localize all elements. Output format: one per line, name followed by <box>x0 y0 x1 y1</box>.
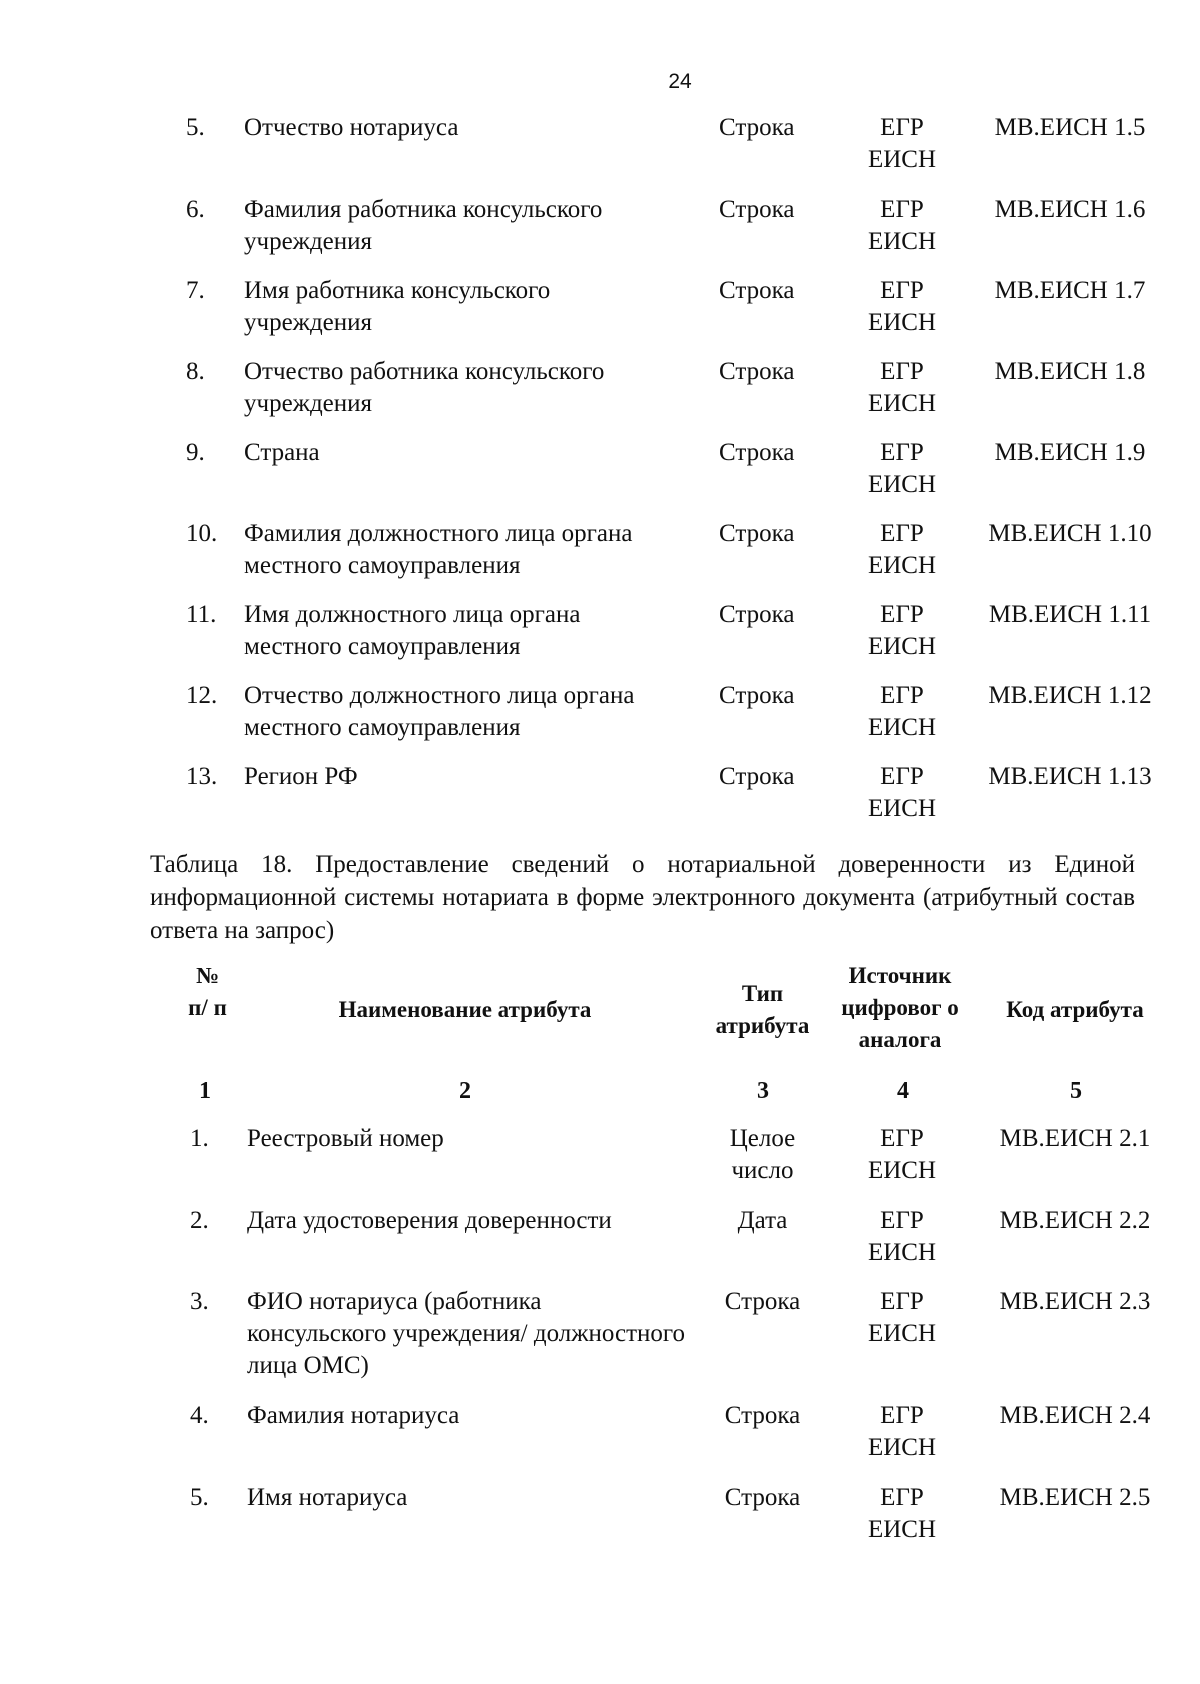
row-number: 4. <box>190 1402 209 1429</box>
attribute-code: MB.ЕИСН 1.7 <box>994 277 1146 304</box>
table-row <box>0 1123 1200 1205</box>
header-num: № п/ п <box>188 963 227 1020</box>
row-number: 9. <box>186 439 205 466</box>
attribute-name: Фамилия должностного лица органа местного самоуправления <box>244 520 633 579</box>
attribute-name: Регион РФ <box>244 763 358 790</box>
table-row <box>0 1400 1200 1482</box>
attribute-source: ЕГР ЕИСН <box>867 1288 937 1347</box>
attribute-type: Строка <box>719 114 795 141</box>
attribute-name: Имя должностного лица органа местного самоуправления <box>244 601 581 660</box>
attribute-type: Строка <box>719 196 795 223</box>
attribute-code: MB.ЕИСН 2.4 <box>999 1402 1151 1429</box>
attribute-code: MB.ЕИСН 1.5 <box>994 114 1146 141</box>
table-18-body <box>0 1123 1200 1564</box>
row-number: 10. <box>186 520 218 547</box>
attribute-name: Фамилия нотариуса <box>247 1402 460 1429</box>
header-source: Источник цифровог о аналога <box>841 963 959 1052</box>
column-index: 1 <box>199 1078 211 1104</box>
attribute-source: ЕГР ЕИСН <box>867 1125 937 1184</box>
attribute-name: Реестровый номер <box>247 1125 444 1152</box>
attribute-type: Строка <box>724 1288 801 1315</box>
attribute-code: MB.ЕИСН 1.10 <box>988 520 1152 547</box>
column-index: 4 <box>897 1078 909 1104</box>
attribute-type: Строка <box>719 358 795 385</box>
attribute-code: MB.ЕИСН 2.3 <box>999 1288 1151 1315</box>
attribute-code: MB.ЕИСН 2.2 <box>999 1207 1151 1234</box>
attribute-source: ЕГР ЕИСН <box>867 114 937 173</box>
attribute-source: ЕГР ЕИСН <box>867 358 937 417</box>
header-type: Тип атрибута <box>715 981 810 1038</box>
table-row <box>0 1205 1200 1286</box>
attribute-code: MB.ЕИСН 1.13 <box>988 763 1152 790</box>
attribute-type: Строка <box>724 1402 801 1429</box>
attribute-source: ЕГР ЕИСН <box>867 682 937 741</box>
attribute-code: MB.ЕИСН 2.5 <box>999 1484 1151 1511</box>
row-number: 13. <box>186 763 218 790</box>
attribute-type: Строка <box>719 601 795 628</box>
page-number: 24 <box>668 70 692 93</box>
attribute-type: Строка <box>719 520 795 547</box>
attribute-type: Дата <box>737 1207 788 1234</box>
table-row <box>0 112 1200 194</box>
attribute-code: MB.ЕИСН 1.9 <box>994 439 1146 466</box>
attribute-type: Строка <box>724 1484 801 1511</box>
table-row <box>0 599 1200 680</box>
attribute-source: ЕГР ЕИСН <box>867 520 937 579</box>
table-header <box>0 960 1200 1060</box>
row-number: 8. <box>186 358 205 385</box>
attribute-code: MB.ЕИСН 1.12 <box>988 682 1152 709</box>
column-index: 3 <box>757 1078 769 1104</box>
table-row <box>0 518 1200 599</box>
row-number: 1. <box>190 1125 209 1152</box>
attribute-source: ЕГР ЕИСН <box>867 1402 937 1461</box>
attribute-type: Строка <box>719 763 795 790</box>
row-number: 5. <box>186 114 205 141</box>
table-row <box>0 1482 1200 1564</box>
attribute-type: Целое число <box>729 1125 796 1184</box>
header-name: Наименование атрибута <box>338 997 592 1022</box>
attribute-code: MB.ЕИСН 1.11 <box>988 601 1152 628</box>
attribute-type: Строка <box>719 682 795 709</box>
attribute-source: ЕГР ЕИСН <box>867 1207 937 1266</box>
attribute-name: Имя работника консульского учреждения <box>244 277 551 336</box>
table-caption: Таблица 18. Предоставление сведений о нотариальной доверенности из Единой информационной системы нотариата в форме электронного документа (атрибутный состав ответа на запрос) <box>150 851 1135 944</box>
attribute-name: Фамилия работника консульского учреждения <box>244 196 603 255</box>
attribute-name: Дата удостоверения доверенности <box>247 1207 612 1234</box>
attribute-type: Строка <box>719 439 795 466</box>
attribute-name: Страна <box>244 439 320 466</box>
attribute-source: ЕГР ЕИСН <box>867 196 937 255</box>
attribute-type: Строка <box>719 277 795 304</box>
table-row <box>0 680 1200 761</box>
attribute-name: Отчество нотариуса <box>244 114 459 141</box>
row-number: 12. <box>186 682 218 709</box>
table-top <box>0 112 1200 842</box>
attribute-name: ФИО нотариуса (работника консульского учреждения/ должностного лица ОМС) <box>247 1288 686 1379</box>
table-row <box>0 194 1200 275</box>
attribute-name: Отчество работника консульского учреждения <box>244 358 605 417</box>
attribute-source: ЕГР ЕИСН <box>867 277 937 336</box>
row-number: 2. <box>190 1207 209 1234</box>
attribute-source: ЕГР ЕИСН <box>867 763 937 822</box>
column-index: 5 <box>1070 1078 1082 1104</box>
attribute-source: ЕГР ЕИСН <box>867 439 937 498</box>
row-number: 11. <box>186 601 217 628</box>
attribute-name: Имя нотариуса <box>247 1484 408 1511</box>
table-row <box>0 275 1200 356</box>
table-row <box>0 761 1200 842</box>
attribute-code: MB.ЕИСН 1.6 <box>994 196 1146 223</box>
column-index: 2 <box>459 1078 471 1104</box>
row-number: 7. <box>186 277 205 304</box>
table-row <box>0 1286 1200 1400</box>
header-code: Код атрибута <box>1006 997 1144 1022</box>
table-row <box>0 437 1200 518</box>
table-row <box>0 356 1200 437</box>
row-number: 3. <box>190 1288 209 1315</box>
attribute-source: ЕГР ЕИСН <box>867 601 937 660</box>
row-number: 6. <box>186 196 205 223</box>
attribute-source: ЕГР ЕИСН <box>867 1484 937 1543</box>
attribute-name: Отчество должностного лица органа местного самоуправления <box>244 682 635 741</box>
attribute-code: MB.ЕИСН 1.8 <box>994 358 1146 385</box>
row-number: 5. <box>190 1484 209 1511</box>
attribute-code: MB.ЕИСН 2.1 <box>999 1125 1151 1152</box>
